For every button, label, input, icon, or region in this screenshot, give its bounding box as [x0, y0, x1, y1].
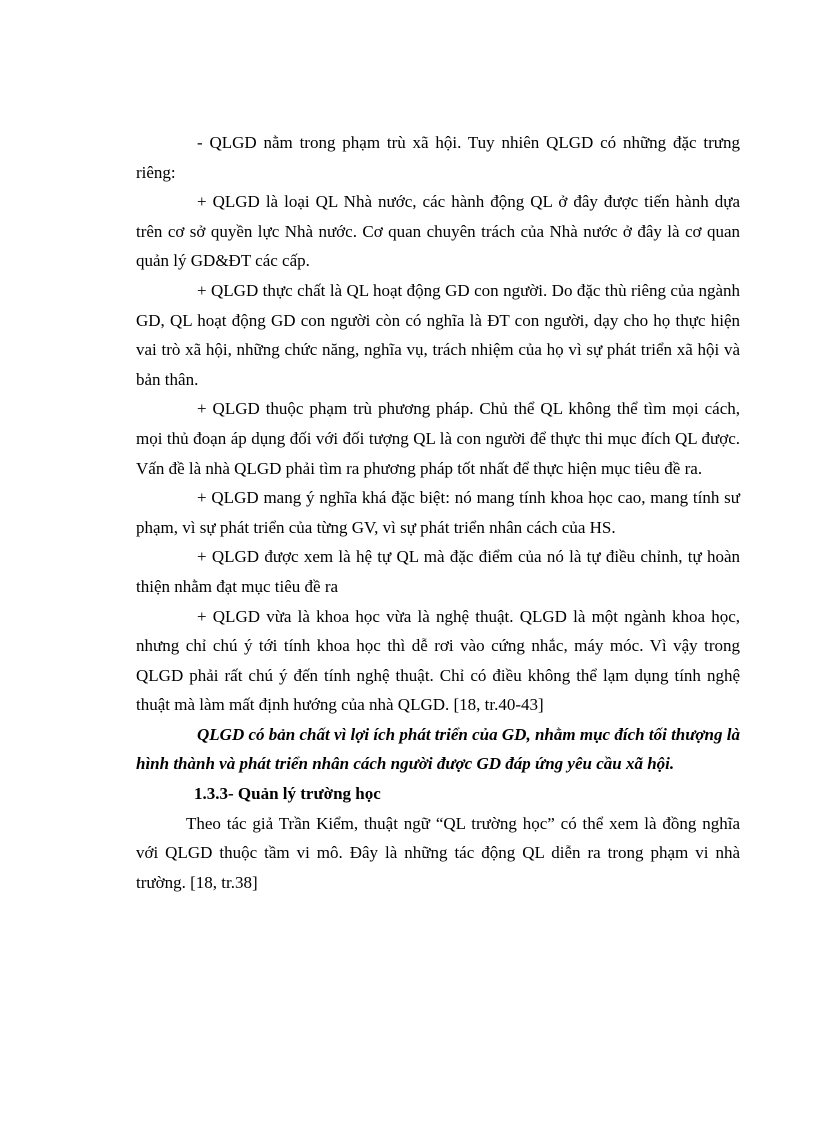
paragraph-school-management: Theo tác giả Trần Kiểm, thuật ngữ “QL trường học” có thể xem là đồng nghĩa với QLGD thuộc tầm vi mô. Đây là những tác động QL diễn ra trong phạm vi nhà trường. [18, tr.38] [136, 813, 740, 892]
emphasis-paragraph: QLGD có bản chất vì lợi ích phát triển của GD, nhằm mục đích tối thượng là hình thành và phát triển nhân cách người được GD đáp ứng yêu cầu xã hội. [136, 724, 740, 774]
section-heading: 1.3.3- Quản lý trường học [194, 784, 381, 804]
document-page [136, 128, 740, 897]
paragraph-science-and-art: + QLGD vừa là khoa học vừa là nghệ thuật. QLGD là một ngành khoa học, nhưng chỉ chú ý tới tính khoa học thì dễ rơi vào cứng nhắc, máy móc. Vì vậy trong QLGD phải rất chú ý đến tính nghệ thuật. Chỉ có điều không thể lạm dụng tính nghệ thuật mà làm mất định hướng của nhà QLGD. [18, tr.40-43] [136, 606, 740, 715]
paragraph-qlgd-social-category: - QLGD nằm trong phạm trù xã hội. Tuy nhiên QLGD có những đặc trưng riêng: [136, 133, 740, 182]
paragraph-state-management: + QLGD là loại QL Nhà nước, các hành động QL ở đây được tiến hành dựa trên cơ sở quyền lực Nhà nước. Cơ quan chuyên trách của Nhà nước ở đây là cơ quan quản lý GD&ĐT các cấp. [136, 192, 740, 271]
paragraph-special-meaning: + QLGD mang ý nghĩa khá đặc biệt: nó mang tính khoa học cao, mang tính sư phạm, vì sự phát triển của từng GV, vì sự phát triển nhân cách của HS. [136, 488, 740, 537]
paragraph-self-management: + QLGD được xem là hệ tự QL mà đặc điểm của nó là tự điều chỉnh, tự hoàn thiện nhằm đạt mục tiêu đề ra [136, 547, 740, 596]
paragraph-education-activity: + QLGD thực chất là QL hoạt động GD con người. Do đặc thù riêng của ngành GD, QL hoạt động GD con người còn có nghĩa là ĐT con người, dạy cho họ thực hiện vai trò xã hội, những chức năng, nghĩa vụ, trách nhiệm của họ vì sự phát triển xã hội và bản thân. [136, 280, 740, 389]
paragraph-method-category: + QLGD thuộc phạm trù phương pháp. Chủ thể QL không thể tìm mọi cách, mọi thủ đoạn áp dụng đối với đối tượng QL là con người để thực thi mục đích QL được. Vấn đề là nhà QLGD phải tìm ra phương pháp tốt nhất để thực hiện mục tiêu đề ra. [136, 399, 740, 478]
